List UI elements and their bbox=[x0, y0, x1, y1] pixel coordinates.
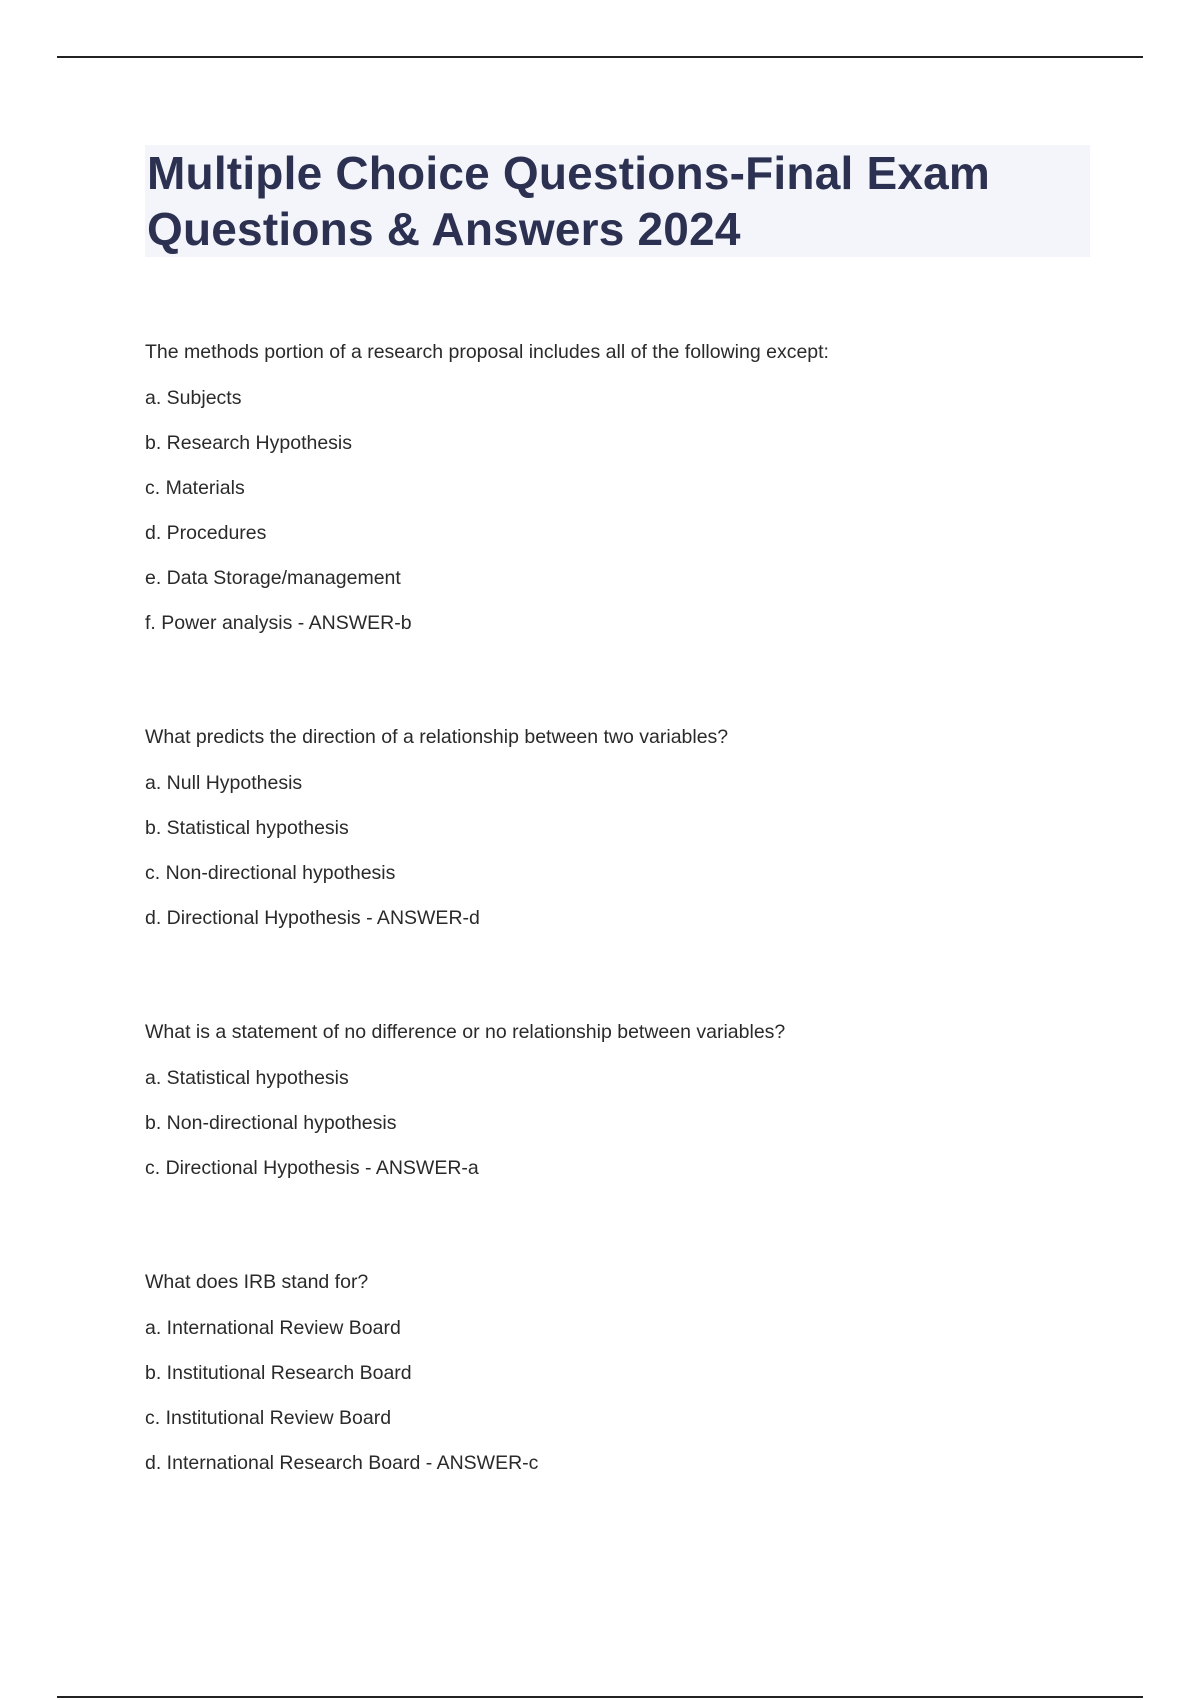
option-f-with-answer: f. Power analysis - ANSWER-b bbox=[145, 612, 412, 634]
document-title bbox=[145, 145, 1090, 257]
option-b: b. Non-directional hypothesis bbox=[145, 1112, 397, 1134]
question-text: The methods portion of a research proposal includes all of the following except: bbox=[145, 341, 829, 363]
question-1 bbox=[145, 340, 1105, 635]
answer-options bbox=[145, 1066, 1105, 1180]
questions-list bbox=[145, 340, 1105, 1565]
option-d: d. Procedures bbox=[145, 522, 267, 544]
answer-options bbox=[145, 771, 1105, 930]
question-2 bbox=[145, 725, 1105, 930]
question-4 bbox=[145, 1270, 1105, 1475]
option-d-with-answer: d. Directional Hypothesis - ANSWER-d bbox=[145, 907, 480, 929]
option-a: a. International Review Board bbox=[145, 1317, 401, 1339]
option-b: b. Institutional Research Board bbox=[145, 1362, 412, 1384]
option-a: a. Statistical hypothesis bbox=[145, 1067, 349, 1089]
answer-options bbox=[145, 1316, 1105, 1475]
option-c-with-answer: c. Directional Hypothesis - ANSWER-a bbox=[145, 1157, 479, 1179]
title-line-2: Questions & Answers 2024 bbox=[147, 203, 741, 255]
option-a: a. Null Hypothesis bbox=[145, 772, 303, 794]
option-c: c. Non-directional hypothesis bbox=[145, 862, 396, 884]
question-text: What predicts the direction of a relationship between two variables? bbox=[145, 726, 729, 748]
option-a: a. Subjects bbox=[145, 387, 242, 409]
option-e: e. Data Storage/management bbox=[145, 567, 401, 589]
option-c: c. Institutional Review Board bbox=[145, 1407, 392, 1429]
option-c: c. Materials bbox=[145, 477, 245, 499]
question-3 bbox=[145, 1020, 1105, 1180]
question-text: What is a statement of no difference or no relationship between variables? bbox=[145, 1021, 786, 1043]
option-b: b. Research Hypothesis bbox=[145, 432, 353, 454]
question-text: What does IRB stand for? bbox=[145, 1271, 369, 1293]
title-line-1: Multiple Choice Questions-Final Exam bbox=[147, 147, 990, 199]
answer-options bbox=[145, 386, 1105, 635]
top-divider bbox=[57, 56, 1143, 58]
option-d-with-answer: d. International Research Board - ANSWER-c bbox=[145, 1452, 539, 1474]
bottom-divider bbox=[57, 1696, 1143, 1698]
option-b: b. Statistical hypothesis bbox=[145, 817, 349, 839]
